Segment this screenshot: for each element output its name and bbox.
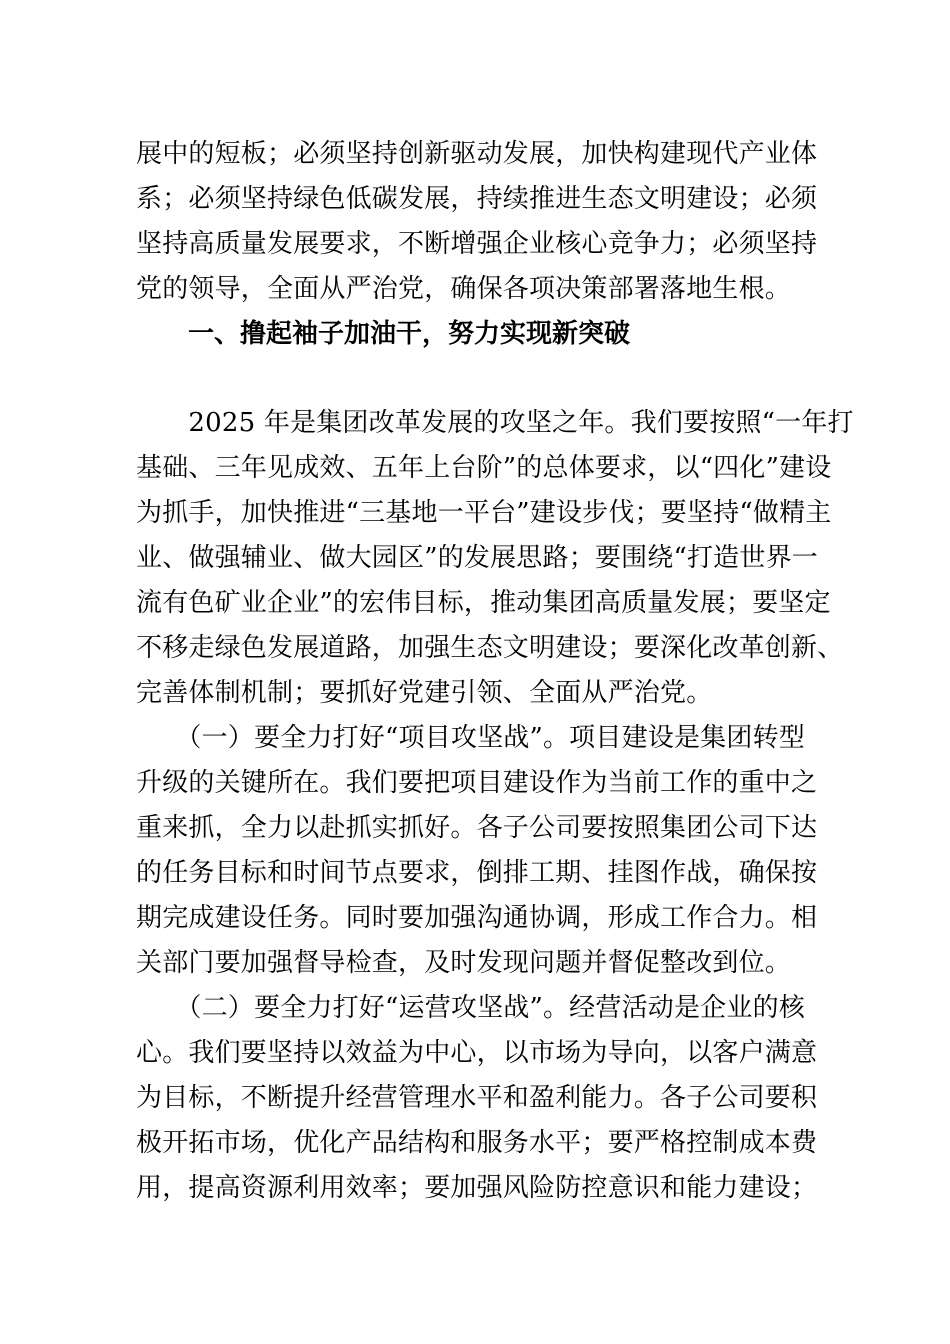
paragraph2-line: 升级的关键所在。我们要把项目建设作为当前工作的重中之	[136, 768, 818, 798]
paragraph1-line: 基础、三年见成效、五年上台阶”的总体要求，以“四化”建设	[136, 453, 832, 483]
paragraph1-line: 业、做强辅业、做大园区”的发展思路；要围绕“打造世界一	[136, 543, 818, 573]
paragraph2-line: 期完成建设任务。同时要加强沟通协调，形成工作合力。相	[136, 903, 818, 933]
paragraph2-line: （一）要全力打好“项目攻坚战”。项目建设是集团转型	[136, 723, 805, 753]
intro-line: 系；必须坚持绿色低碳发展，持续推进生态文明建设；必须	[136, 184, 818, 214]
paragraph1-line: 流有色矿业企业”的宏伟目标，推动集团高质量发展；要坚定	[136, 588, 831, 618]
paragraph3-line: （二）要全力打好“运营攻坚战”。经营活动是企业的核	[136, 993, 805, 1023]
intro-line: 展中的短板；必须坚持创新驱动发展，加快构建现代产业体	[136, 139, 818, 169]
paragraph1-line: 完善体制机制；要抓好党建引领、全面从严治党。	[136, 678, 713, 708]
paragraph1-line: 为抓手，加快推进“三基地一平台”建设步伐；要坚持“做精主	[136, 498, 832, 528]
paragraph1-line: 2025 年是集团改革发展的攻坚之年。我们要按照“一年打	[136, 408, 854, 438]
paragraph2-line: 的任务目标和时间节点要求，倒排工期、挂图作战，确保按	[136, 858, 818, 888]
paragraph3-line: 极开拓市场，优化产品结构和服务水平；要严格控制成本费	[136, 1128, 818, 1158]
section-heading: 一、撸起袖子加油干，努力实现新突破	[188, 319, 631, 349]
paragraph2-line: 重来抓，全力以赴抓实抓好。各子公司要按照集团公司下达	[136, 813, 818, 843]
paragraph1-line: 不移走绿色发展道路，加强生态文明建设；要深化改革创新、	[136, 633, 844, 663]
paragraph3-line: 用，提高资源利用效率；要加强风险防控意识和能力建设；	[136, 1173, 818, 1203]
paragraph2-line: 关部门要加强督导检查，及时发现问题并督促整改到位。	[136, 948, 792, 978]
paragraph3-line: 为目标，不断提升经营管理水平和盈利能力。各子公司要积	[136, 1083, 818, 1113]
paragraph3-line: 心。我们要坚持以效益为中心，以市场为导向，以客户满意	[136, 1038, 818, 1068]
intro-line: 坚持高质量发展要求，不断增强企业核心竞争力；必须坚持	[136, 229, 818, 259]
intro-line: 党的领导，全面从严治党，确保各项决策部署落地生根。	[136, 274, 792, 304]
